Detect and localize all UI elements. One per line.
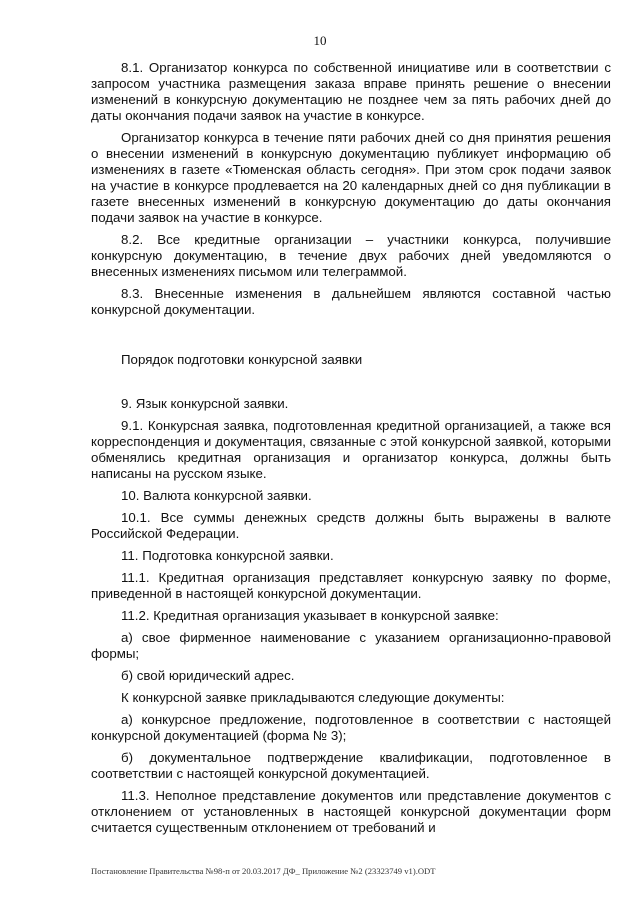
list-item-a-name: а) свое фирменное наименование с указанием организационно-правовой формы; bbox=[91, 630, 611, 661]
paragraph-9-1: 9.1. Конкурсная заявка, подготовленная кредитной организацией, а также вся корреспонденция и документация, связанные с этой конкурсной заявкой, которыми обменялись кредитная организация и организатор конкурса, должны быть написаны на русском языке. bbox=[91, 418, 611, 481]
section-heading: Порядок подготовки конкурсной заявки bbox=[121, 352, 363, 367]
list-item-a-proposal: а) конкурсное предложение, подготовленное в соответствии с настоящей конкурсной документацией (форма № 3); bbox=[91, 712, 611, 743]
paragraph-9: 9. Язык конкурсной заявки. bbox=[121, 396, 289, 411]
paragraph-11-2: 11.2. Кредитная организация указывает в конкурсной заявке: bbox=[121, 608, 499, 623]
paragraph-11: 11. Подготовка конкурсной заявки. bbox=[121, 548, 334, 563]
paragraph-8-1-continued: Организатор конкурса в течение пяти рабочих дней со дня принятия решения о внесении изменений в конкурсную документацию публикует информацию об изменениях в газете «Тюменская область сегодня». При этом срок подачи заявок на участие в конкурсе продлевается на 20 календарных дней со дня публикации в газете внесенных изменений в конкурсную документацию до даты окончания подачи заявок на участие в конкурсе. bbox=[91, 130, 611, 225]
paragraph-8-2: 8.2. Все кредитные организации – участники конкурса, получившие конкурсную документацию, в течение двух рабочих дней уведомляются о внесенных изменениях письмом или телеграммой. bbox=[91, 232, 611, 279]
footer-document-reference: Постановление Правительства №98-п от 20.03.2017 ДФ_ Приложение №2 (23323749 v1).ODT bbox=[91, 866, 436, 876]
paragraph-8-3: 8.3. Внесенные изменения в дальнейшем являются составной частью конкурсной документации. bbox=[91, 286, 611, 317]
paragraph-11-1: 11.1. Кредитная организация представляет конкурсную заявку по форме, приведенной в настоящей конкурсной документации. bbox=[91, 570, 611, 601]
page-number: 10 bbox=[313, 33, 327, 48]
paragraph-10-1: 10.1. Все суммы денежных средств должны быть выражены в валюте Российской Федерации. bbox=[91, 510, 611, 541]
paragraph-10: 10. Валюта конкурсной заявки. bbox=[121, 488, 312, 503]
paragraph-8-1: 8.1. Организатор конкурса по собственной инициативе или в соответствии с запросом участника размещения заказа вправе принять решение о внесении изменений в конкурсную документацию не позднее чем за пять рабочих дней до даты окончания подачи заявок на участие в конкурсе. bbox=[91, 60, 611, 123]
document-body bbox=[91, 60, 611, 836]
paragraph-11-3: 11.3. Неполное представление документов или представление документов с отклонением от установленных в настоящей конкурсной документации форм считается существенным отклонением от требований и bbox=[91, 788, 611, 835]
attachments-intro: К конкурсной заявке прикладываются следующие документы: bbox=[121, 690, 505, 705]
list-item-b-address: б) свой юридический адрес. bbox=[121, 668, 295, 683]
list-item-b-qualification: б) документальное подтверждение квалификации, подготовленное в соответствии с настоящей конкурсной документацией. bbox=[91, 750, 611, 781]
